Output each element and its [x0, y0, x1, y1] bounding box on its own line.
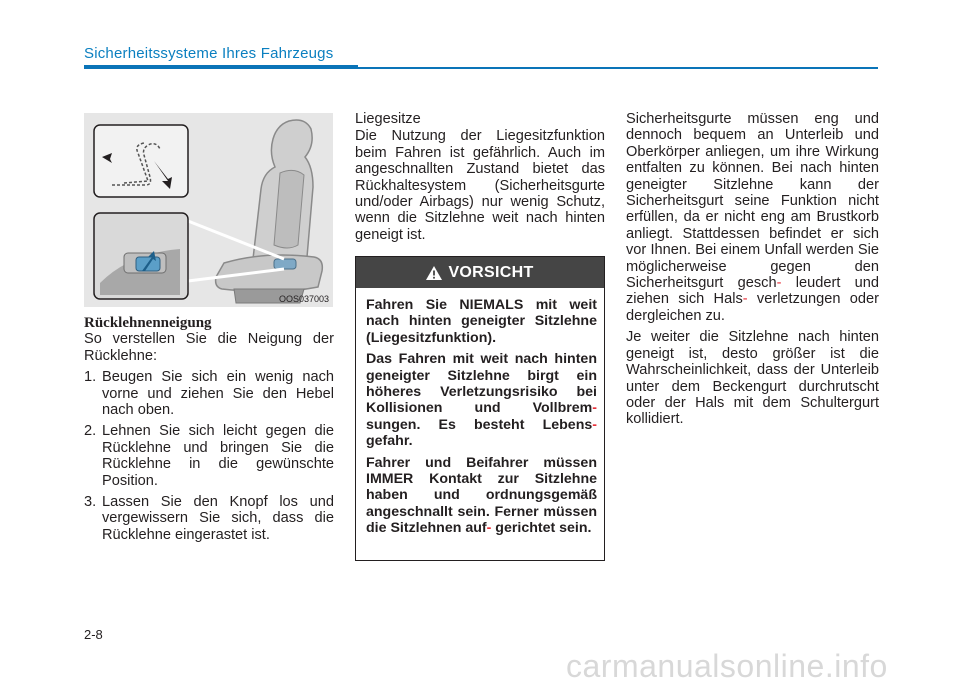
intro-text: So verstellen Sie die Neigung der Rücklehne: — [84, 331, 334, 364]
caution-text: Das Fahren mit weit nach hinten geneigter Sitzlehne birgt ein höheres Verletzungsrisiko bei Kollisionen und Vollbrem — [366, 351, 597, 417]
caution-body — [356, 288, 604, 537]
list-item — [84, 494, 334, 543]
list-item — [84, 369, 334, 418]
step-number: 1. — [84, 369, 97, 386]
caution-text: gerichtet sein. — [495, 520, 592, 537]
body-text: verletzungen oder dergleichen zu. — [626, 291, 879, 324]
step-list — [84, 369, 334, 543]
caution-text: gefahr. — [366, 433, 413, 450]
step-number: 2. — [84, 423, 97, 440]
caution-text: sungen. Es besteht Lebens — [366, 416, 593, 433]
caution-title: VORSICHT — [448, 263, 534, 281]
seat-drawing — [84, 113, 333, 307]
list-item — [84, 423, 334, 489]
page-number: 2-8 — [84, 627, 103, 642]
hyphen-mark: - — [486, 520, 492, 537]
seat-recline-illustration — [84, 113, 333, 307]
hyphen-mark: - — [592, 400, 597, 417]
step-text: Beugen Sie sich ein wenig nach vorne und ziehen Sie den Hebel nach oben. — [102, 369, 334, 419]
body-text: Sicherheitsgurte müssen eng und dennoch bequem an Unterleib und Oberkörper anliegen, um ihre Wirkung entfalten zu können. Bei nach hinten geneigter Sitzlehne kann der Sicherheitsgurt seine Funktion nicht erfüllen, da er nicht eng am Brustkorb anliegt. Stattdessen befindet er sich vor Ihnen. Bei einem Unfall werden Sie möglicherweise gegen den Sicherheitsgurt gesch — [626, 111, 879, 292]
caution-text: Fahrer und Beifahrer müssen IMMER Kontakt zur Sitzlehne haben und ordnungsgemäß angeschnallt sein. Ferner müssen die Sitzlehnen auf — [366, 454, 597, 537]
recline-text: Die Nutzung der Liegesitzfunktion beim Fahren ist gefährlich. Auch im angeschnallten Zustand bietet das Rückhaltesystem (Sicherheitsgurte und/oder Airbags) nur wenig Schutz, wenn die Sitzlehne weit nach hinten geneigt ist. — [355, 128, 605, 243]
header-accent-bar — [84, 65, 358, 69]
seat-lever — [274, 259, 296, 269]
caution-paragraph — [366, 351, 597, 449]
column-middle — [355, 111, 605, 243]
hyphen-mark: - — [592, 416, 597, 433]
seat-cushion — [216, 255, 323, 292]
figure-code: OOS037003 — [278, 294, 329, 304]
hyphen-mark: - — [742, 291, 748, 308]
step-text: Lehnen Sie sich leicht gegen die Rücklehne und bringen Sie die Rücklehne in die gewünschte Position. — [102, 423, 334, 489]
body-paragraph — [626, 111, 879, 324]
column-right — [626, 111, 879, 428]
caution-header — [356, 257, 604, 288]
caution-box — [355, 256, 605, 561]
caution-paragraph — [366, 455, 597, 537]
caution-paragraph: Fahren Sie NIEMALS mit weit nach hinten geneigter Sitzlehne (Liegesitzfunktion). — [366, 297, 597, 346]
step-number: 3. — [84, 494, 97, 511]
hyphen-mark: - — [776, 275, 782, 292]
body-text: leudert und ziehen sich Hals — [626, 275, 880, 308]
step-text: Lassen Sie den Knopf los und vergewissern Sie sich, dass die Rücklehne eingerastet ist. — [102, 494, 334, 543]
recline-label: Liegesitze — [355, 111, 421, 127]
header-rule — [358, 67, 878, 69]
warning-triangle-icon — [426, 266, 442, 280]
subsection-heading: Rücklehnenneigung — [84, 315, 212, 331]
watermark: carmanualsonline.info — [566, 648, 888, 684]
section-header-title: Sicherheitssysteme Ihres Fahrzeugs — [84, 45, 334, 62]
body-paragraph: Je weiter die Sitzlehne nach hinten geneigt ist, desto größer ist die Wahrscheinlichkeit, dass der Unterleib unter dem Beckengurt durchrutscht oder der Hals mit dem Schultergurt kollidiert. — [626, 329, 879, 428]
column-left — [84, 315, 334, 548]
